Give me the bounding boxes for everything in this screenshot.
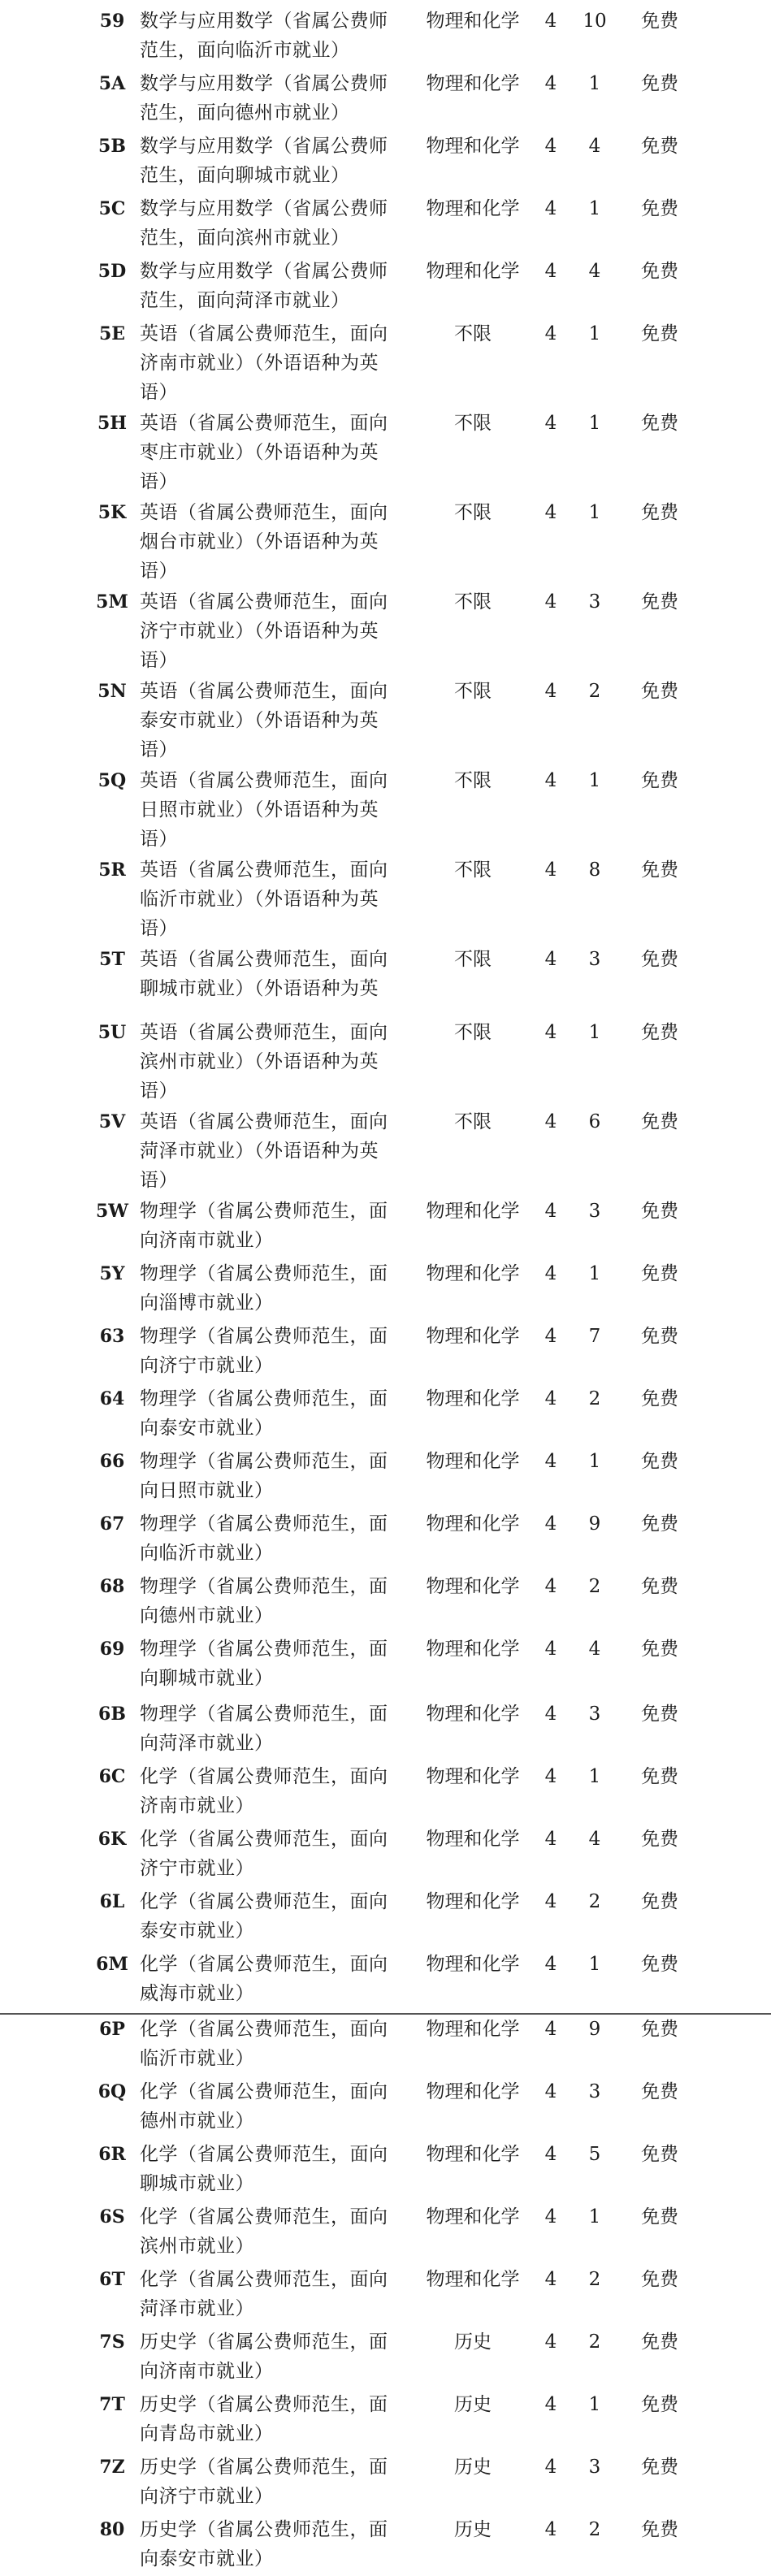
tuition-fee: 免费 bbox=[641, 1829, 678, 1850]
tuition-fee: 免费 bbox=[641, 2019, 678, 2040]
tuition-fee: 免费 bbox=[641, 136, 678, 157]
program-name: 物理学（省属公费师范生，面向日照市就业） bbox=[140, 1451, 388, 1501]
subject-requirement: 不限 bbox=[454, 949, 492, 970]
enrollment-plan: 2 bbox=[588, 1388, 601, 1409]
program-name: 英语（省属公费师范生，面向济宁市就业）（外语语种为英语） bbox=[140, 591, 388, 671]
tuition-fee: 免费 bbox=[641, 2144, 678, 2165]
enrollment-plan: 2 bbox=[588, 1891, 601, 1912]
duration-years: 4 bbox=[544, 2144, 557, 2165]
enrollment-plan: 1 bbox=[588, 323, 601, 344]
tuition-fee: 免费 bbox=[641, 2269, 678, 2290]
subject-requirement: 物理和化学 bbox=[426, 2206, 520, 2227]
enrollment-plan: 3 bbox=[588, 2457, 601, 2478]
enrollment-plan: 1 bbox=[588, 413, 601, 434]
program-name: 物理学（省属公费师范生，面向泰安市就业） bbox=[140, 1388, 388, 1439]
program-name: 历史学（省属公费师范生，面向济南市就业） bbox=[140, 2331, 388, 2382]
program-name: 化学（省属公费师范生，面向滨州市就业） bbox=[140, 2206, 388, 2257]
duration-years: 4 bbox=[544, 1111, 557, 1132]
program-name: 英语（省属公费师范生，面向烟台市就业）（外语语种为英语） bbox=[140, 502, 388, 582]
tuition-fee: 免费 bbox=[641, 1766, 678, 1787]
duration-years: 4 bbox=[544, 261, 557, 282]
duration-years: 4 bbox=[544, 859, 557, 881]
enrollment-plan: 2 bbox=[588, 2331, 601, 2353]
program-code: 6R bbox=[98, 2144, 126, 2165]
program-code: 6Q bbox=[97, 2081, 127, 2102]
subject-requirement: 物理和化学 bbox=[426, 1954, 520, 1975]
program-name: 物理学（省属公费师范生，面向菏泽市就业） bbox=[140, 1704, 388, 1754]
program-code: 5U bbox=[97, 1022, 127, 1043]
program-code: 7Z bbox=[99, 2457, 125, 2478]
enrollment-plan: 1 bbox=[588, 2394, 601, 2415]
duration-years: 4 bbox=[544, 1891, 557, 1912]
subject-requirement: 物理和化学 bbox=[426, 136, 520, 157]
enrollment-plan: 1 bbox=[588, 1954, 601, 1975]
duration-years: 4 bbox=[544, 1766, 557, 1787]
tuition-fee: 免费 bbox=[641, 198, 678, 219]
duration-years: 4 bbox=[544, 591, 557, 613]
subject-requirement: 物理和化学 bbox=[426, 1388, 520, 1409]
tuition-fee: 免费 bbox=[641, 73, 678, 94]
tuition-fee: 免费 bbox=[641, 1201, 678, 1222]
enrollment-plan: 10 bbox=[583, 11, 607, 32]
program-code: 5N bbox=[97, 681, 127, 702]
enrollment-plan: 2 bbox=[588, 1576, 601, 1597]
program-code: 7S bbox=[99, 2331, 125, 2353]
subject-requirement: 不限 bbox=[454, 681, 492, 702]
program-name: 英语（省属公费师范生，面向聊城市就业）（外语语种为英 bbox=[140, 949, 388, 999]
program-code: 5C bbox=[98, 198, 126, 219]
duration-years: 4 bbox=[544, 413, 557, 434]
program-code: 63 bbox=[99, 1326, 125, 1347]
tuition-fee: 免费 bbox=[641, 1326, 678, 1347]
enrollment-plan: 2 bbox=[588, 681, 601, 702]
program-code: 5B bbox=[98, 136, 126, 157]
subject-requirement: 物理和化学 bbox=[426, 1829, 520, 1850]
tuition-fee: 免费 bbox=[641, 1704, 678, 1725]
program-name: 历史学（省属公费师范生，面向泰安市就业） bbox=[140, 2519, 388, 2570]
program-code: 59 bbox=[99, 11, 125, 32]
tuition-fee: 免费 bbox=[641, 770, 678, 791]
enrollment-plan: 1 bbox=[588, 1766, 601, 1787]
program-name: 化学（省属公费师范生，面向菏泽市就业） bbox=[140, 2269, 388, 2319]
tuition-fee: 免费 bbox=[641, 1022, 678, 1043]
tuition-fee: 免费 bbox=[641, 1576, 678, 1597]
subject-requirement: 物理和化学 bbox=[426, 198, 520, 219]
program-name: 英语（省属公费师范生，面向日照市就业）（外语语种为英语） bbox=[140, 770, 388, 850]
enrollment-plan: 3 bbox=[588, 949, 601, 970]
enrollment-plan: 3 bbox=[588, 1704, 601, 1725]
enrollment-plan: 4 bbox=[588, 1829, 601, 1850]
tuition-fee: 免费 bbox=[641, 2081, 678, 2102]
tuition-fee: 免费 bbox=[641, 1388, 678, 1409]
duration-years: 4 bbox=[544, 198, 557, 219]
program-code: 6L bbox=[99, 1891, 125, 1912]
tuition-fee: 免费 bbox=[641, 2331, 678, 2353]
subject-requirement: 物理和化学 bbox=[426, 2269, 520, 2290]
tuition-fee: 免费 bbox=[641, 949, 678, 970]
program-code: 5W bbox=[95, 1201, 128, 1222]
duration-years: 4 bbox=[544, 11, 557, 32]
enrollment-plan: 3 bbox=[588, 591, 601, 613]
enrollment-plan: 6 bbox=[588, 1111, 601, 1132]
program-code: 66 bbox=[99, 1451, 125, 1472]
enrollment-plan: 8 bbox=[588, 859, 601, 881]
program-name: 化学（省属公费师范生，面向临沂市就业） bbox=[140, 2019, 388, 2069]
subject-requirement: 历史 bbox=[454, 2331, 492, 2353]
program-code: 67 bbox=[99, 1513, 125, 1535]
tuition-fee: 免费 bbox=[641, 591, 678, 613]
page-divider bbox=[0, 2013, 771, 2015]
program-code: 80 bbox=[99, 2519, 125, 2540]
subject-requirement: 不限 bbox=[454, 591, 492, 613]
program-code: 5H bbox=[97, 413, 128, 434]
program-code: 5A bbox=[98, 73, 126, 94]
duration-years: 4 bbox=[544, 2269, 557, 2290]
enrollment-plan: 1 bbox=[588, 198, 601, 219]
duration-years: 4 bbox=[544, 2019, 557, 2040]
program-code: 5K bbox=[97, 502, 127, 523]
program-name: 历史学（省属公费师范生，面向济宁市就业） bbox=[140, 2457, 388, 2507]
enrollment-plan: 3 bbox=[588, 1201, 601, 1222]
program-code: 5T bbox=[99, 949, 125, 970]
tuition-fee: 免费 bbox=[641, 681, 678, 702]
subject-requirement: 物理和化学 bbox=[426, 2019, 520, 2040]
subject-requirement: 物理和化学 bbox=[426, 1704, 520, 1725]
enrollment-plan: 1 bbox=[588, 1022, 601, 1043]
tuition-fee: 免费 bbox=[641, 413, 678, 434]
tuition-fee: 免费 bbox=[641, 1451, 678, 1472]
program-code: 64 bbox=[99, 1388, 125, 1409]
duration-years: 4 bbox=[544, 949, 557, 970]
enrollment-plan: 1 bbox=[588, 502, 601, 523]
duration-years: 4 bbox=[544, 2331, 557, 2353]
subject-requirement: 物理和化学 bbox=[426, 1263, 520, 1284]
program-name: 英语（省属公费师范生，面向济南市就业）（外语语种为英语） bbox=[140, 323, 388, 403]
duration-years: 4 bbox=[544, 136, 557, 157]
tuition-fee: 免费 bbox=[641, 261, 678, 282]
tuition-fee: 免费 bbox=[641, 859, 678, 881]
tuition-fee: 免费 bbox=[641, 1891, 678, 1912]
enrollment-plan: 2 bbox=[588, 2519, 601, 2540]
subject-requirement: 物理和化学 bbox=[426, 73, 520, 94]
program-code: 7T bbox=[99, 2394, 125, 2415]
program-code: 6M bbox=[96, 1954, 128, 1975]
duration-years: 4 bbox=[544, 1326, 557, 1347]
enrollment-plan: 1 bbox=[588, 770, 601, 791]
program-code: 5V bbox=[98, 1111, 126, 1132]
tuition-fee: 免费 bbox=[641, 1639, 678, 1660]
subject-requirement: 不限 bbox=[454, 413, 492, 434]
tuition-fee: 免费 bbox=[641, 1513, 678, 1535]
program-code: 5D bbox=[97, 261, 127, 282]
enrollment-plan: 5 bbox=[588, 2144, 601, 2165]
subject-requirement: 物理和化学 bbox=[426, 1766, 520, 1787]
tuition-fee: 免费 bbox=[641, 2519, 678, 2540]
tuition-fee: 免费 bbox=[641, 2457, 678, 2478]
program-name: 化学（省属公费师范生，面向威海市就业） bbox=[140, 1954, 388, 2004]
program-name: 数学与应用数学（省属公费师范生，面向德州市就业） bbox=[140, 73, 388, 123]
program-code: 5Y bbox=[99, 1263, 125, 1284]
tuition-fee: 免费 bbox=[641, 502, 678, 523]
duration-years: 4 bbox=[544, 1704, 557, 1725]
enrollment-plan: 4 bbox=[588, 136, 601, 157]
program-name: 物理学（省属公费师范生，面向淄博市就业） bbox=[140, 1263, 388, 1314]
program-name: 物理学（省属公费师范生，面向聊城市就业） bbox=[140, 1639, 388, 1689]
duration-years: 4 bbox=[544, 1576, 557, 1597]
duration-years: 4 bbox=[544, 1639, 557, 1660]
enrollment-plan: 4 bbox=[588, 261, 601, 282]
duration-years: 4 bbox=[544, 2081, 557, 2102]
program-name: 英语（省属公费师范生，面向临沂市就业）（外语语种为英语） bbox=[140, 859, 388, 939]
enrollment-plan: 7 bbox=[588, 1326, 601, 1347]
program-name: 数学与应用数学（省属公费师范生，面向聊城市就业） bbox=[140, 136, 388, 186]
program-name: 英语（省属公费师范生，面向滨州市就业）（外语语种为英语） bbox=[140, 1022, 388, 1102]
enrollment-plan: 9 bbox=[588, 2019, 601, 2040]
duration-years: 4 bbox=[544, 2457, 557, 2478]
tuition-fee: 免费 bbox=[641, 11, 678, 32]
tuition-fee: 免费 bbox=[641, 1111, 678, 1132]
subject-requirement: 物理和化学 bbox=[426, 2081, 520, 2102]
program-code: 6K bbox=[97, 1829, 127, 1850]
program-code: 5E bbox=[98, 323, 126, 344]
duration-years: 4 bbox=[544, 1263, 557, 1284]
program-code: 69 bbox=[99, 1639, 125, 1660]
subject-requirement: 物理和化学 bbox=[426, 2144, 520, 2165]
tuition-fee: 免费 bbox=[641, 2206, 678, 2227]
subject-requirement: 物理和化学 bbox=[426, 1326, 520, 1347]
duration-years: 4 bbox=[544, 2206, 557, 2227]
program-name: 数学与应用数学（省属公费师范生，面向菏泽市就业） bbox=[140, 261, 388, 311]
program-code: 6T bbox=[99, 2269, 125, 2290]
program-code: 68 bbox=[99, 1576, 125, 1597]
program-code: 5Q bbox=[97, 770, 127, 791]
subject-requirement: 物理和化学 bbox=[426, 11, 520, 32]
duration-years: 4 bbox=[544, 1954, 557, 1975]
duration-years: 4 bbox=[544, 1513, 557, 1535]
program-code: 5M bbox=[96, 591, 128, 613]
program-name: 数学与应用数学（省属公费师范生，面向滨州市就业） bbox=[140, 198, 388, 249]
program-name: 历史学（省属公费师范生，面向青岛市就业） bbox=[140, 2394, 388, 2444]
subject-requirement: 物理和化学 bbox=[426, 1513, 520, 1535]
subject-requirement: 物理和化学 bbox=[426, 1451, 520, 1472]
subject-requirement: 物理和化学 bbox=[426, 1201, 520, 1222]
subject-requirement: 不限 bbox=[454, 323, 492, 344]
subject-requirement: 物理和化学 bbox=[426, 1891, 520, 1912]
duration-years: 4 bbox=[544, 770, 557, 791]
subject-requirement: 不限 bbox=[454, 770, 492, 791]
subject-requirement: 历史 bbox=[454, 2394, 492, 2415]
subject-requirement: 不限 bbox=[454, 1022, 492, 1043]
enrollment-plan: 1 bbox=[588, 1263, 601, 1284]
enrollment-plan: 1 bbox=[588, 1451, 601, 1472]
program-code: 6P bbox=[99, 2019, 125, 2040]
tuition-fee: 免费 bbox=[641, 1954, 678, 1975]
subject-requirement: 物理和化学 bbox=[426, 1639, 520, 1660]
tuition-fee: 免费 bbox=[641, 1263, 678, 1284]
duration-years: 4 bbox=[544, 1201, 557, 1222]
tuition-fee: 免费 bbox=[641, 323, 678, 344]
enrollment-plan: 1 bbox=[588, 73, 601, 94]
duration-years: 4 bbox=[544, 2394, 557, 2415]
subject-requirement: 不限 bbox=[454, 502, 492, 523]
program-name: 化学（省属公费师范生，面向德州市就业） bbox=[140, 2081, 388, 2132]
program-code: 6B bbox=[98, 1704, 126, 1725]
duration-years: 4 bbox=[544, 73, 557, 94]
duration-years: 4 bbox=[544, 1451, 557, 1472]
program-name: 化学（省属公费师范生，面向泰安市就业） bbox=[140, 1891, 388, 1942]
duration-years: 4 bbox=[544, 502, 557, 523]
subject-requirement: 物理和化学 bbox=[426, 261, 520, 282]
program-name: 英语（省属公费师范生，面向泰安市就业）（外语语种为英语） bbox=[140, 681, 388, 760]
enrollment-plan: 3 bbox=[588, 2081, 601, 2102]
enrollment-plan: 2 bbox=[588, 2269, 601, 2290]
program-name: 化学（省属公费师范生，面向济宁市就业） bbox=[140, 1829, 388, 1879]
duration-years: 4 bbox=[544, 323, 557, 344]
program-code: 6C bbox=[98, 1766, 126, 1787]
subject-requirement: 历史 bbox=[454, 2457, 492, 2478]
duration-years: 4 bbox=[544, 2519, 557, 2540]
tuition-fee: 免费 bbox=[641, 2394, 678, 2415]
program-name: 化学（省属公费师范生，面向聊城市就业） bbox=[140, 2144, 388, 2194]
duration-years: 4 bbox=[544, 1388, 557, 1409]
program-code: 6S bbox=[99, 2206, 125, 2227]
program-code: 5R bbox=[98, 859, 126, 881]
program-name: 数学与应用数学（省属公费师范生，面向临沂市就业） bbox=[140, 11, 388, 61]
program-name: 物理学（省属公费师范生，面向德州市就业） bbox=[140, 1576, 388, 1626]
duration-years: 4 bbox=[544, 1022, 557, 1043]
program-name: 物理学（省属公费师范生，面向临沂市就业） bbox=[140, 1513, 388, 1564]
duration-years: 4 bbox=[544, 681, 557, 702]
program-name: 物理学（省属公费师范生，面向济宁市就业） bbox=[140, 1326, 388, 1376]
enrollment-plan: 4 bbox=[588, 1639, 601, 1660]
enrollment-plan: 1 bbox=[588, 2206, 601, 2227]
subject-requirement: 不限 bbox=[454, 859, 492, 881]
subject-requirement: 不限 bbox=[454, 1111, 492, 1132]
subject-requirement: 物理和化学 bbox=[426, 1576, 520, 1597]
enrollment-plan: 9 bbox=[588, 1513, 601, 1535]
program-name: 英语（省属公费师范生，面向菏泽市就业）（外语语种为英语） bbox=[140, 1111, 388, 1191]
duration-years: 4 bbox=[544, 1829, 557, 1850]
program-name: 英语（省属公费师范生，面向枣庄市就业）（外语语种为英语） bbox=[140, 413, 388, 492]
program-name: 化学（省属公费师范生，面向济南市就业） bbox=[140, 1766, 388, 1816]
subject-requirement: 历史 bbox=[454, 2519, 492, 2540]
program-name: 物理学（省属公费师范生，面向济南市就业） bbox=[140, 1201, 388, 1251]
